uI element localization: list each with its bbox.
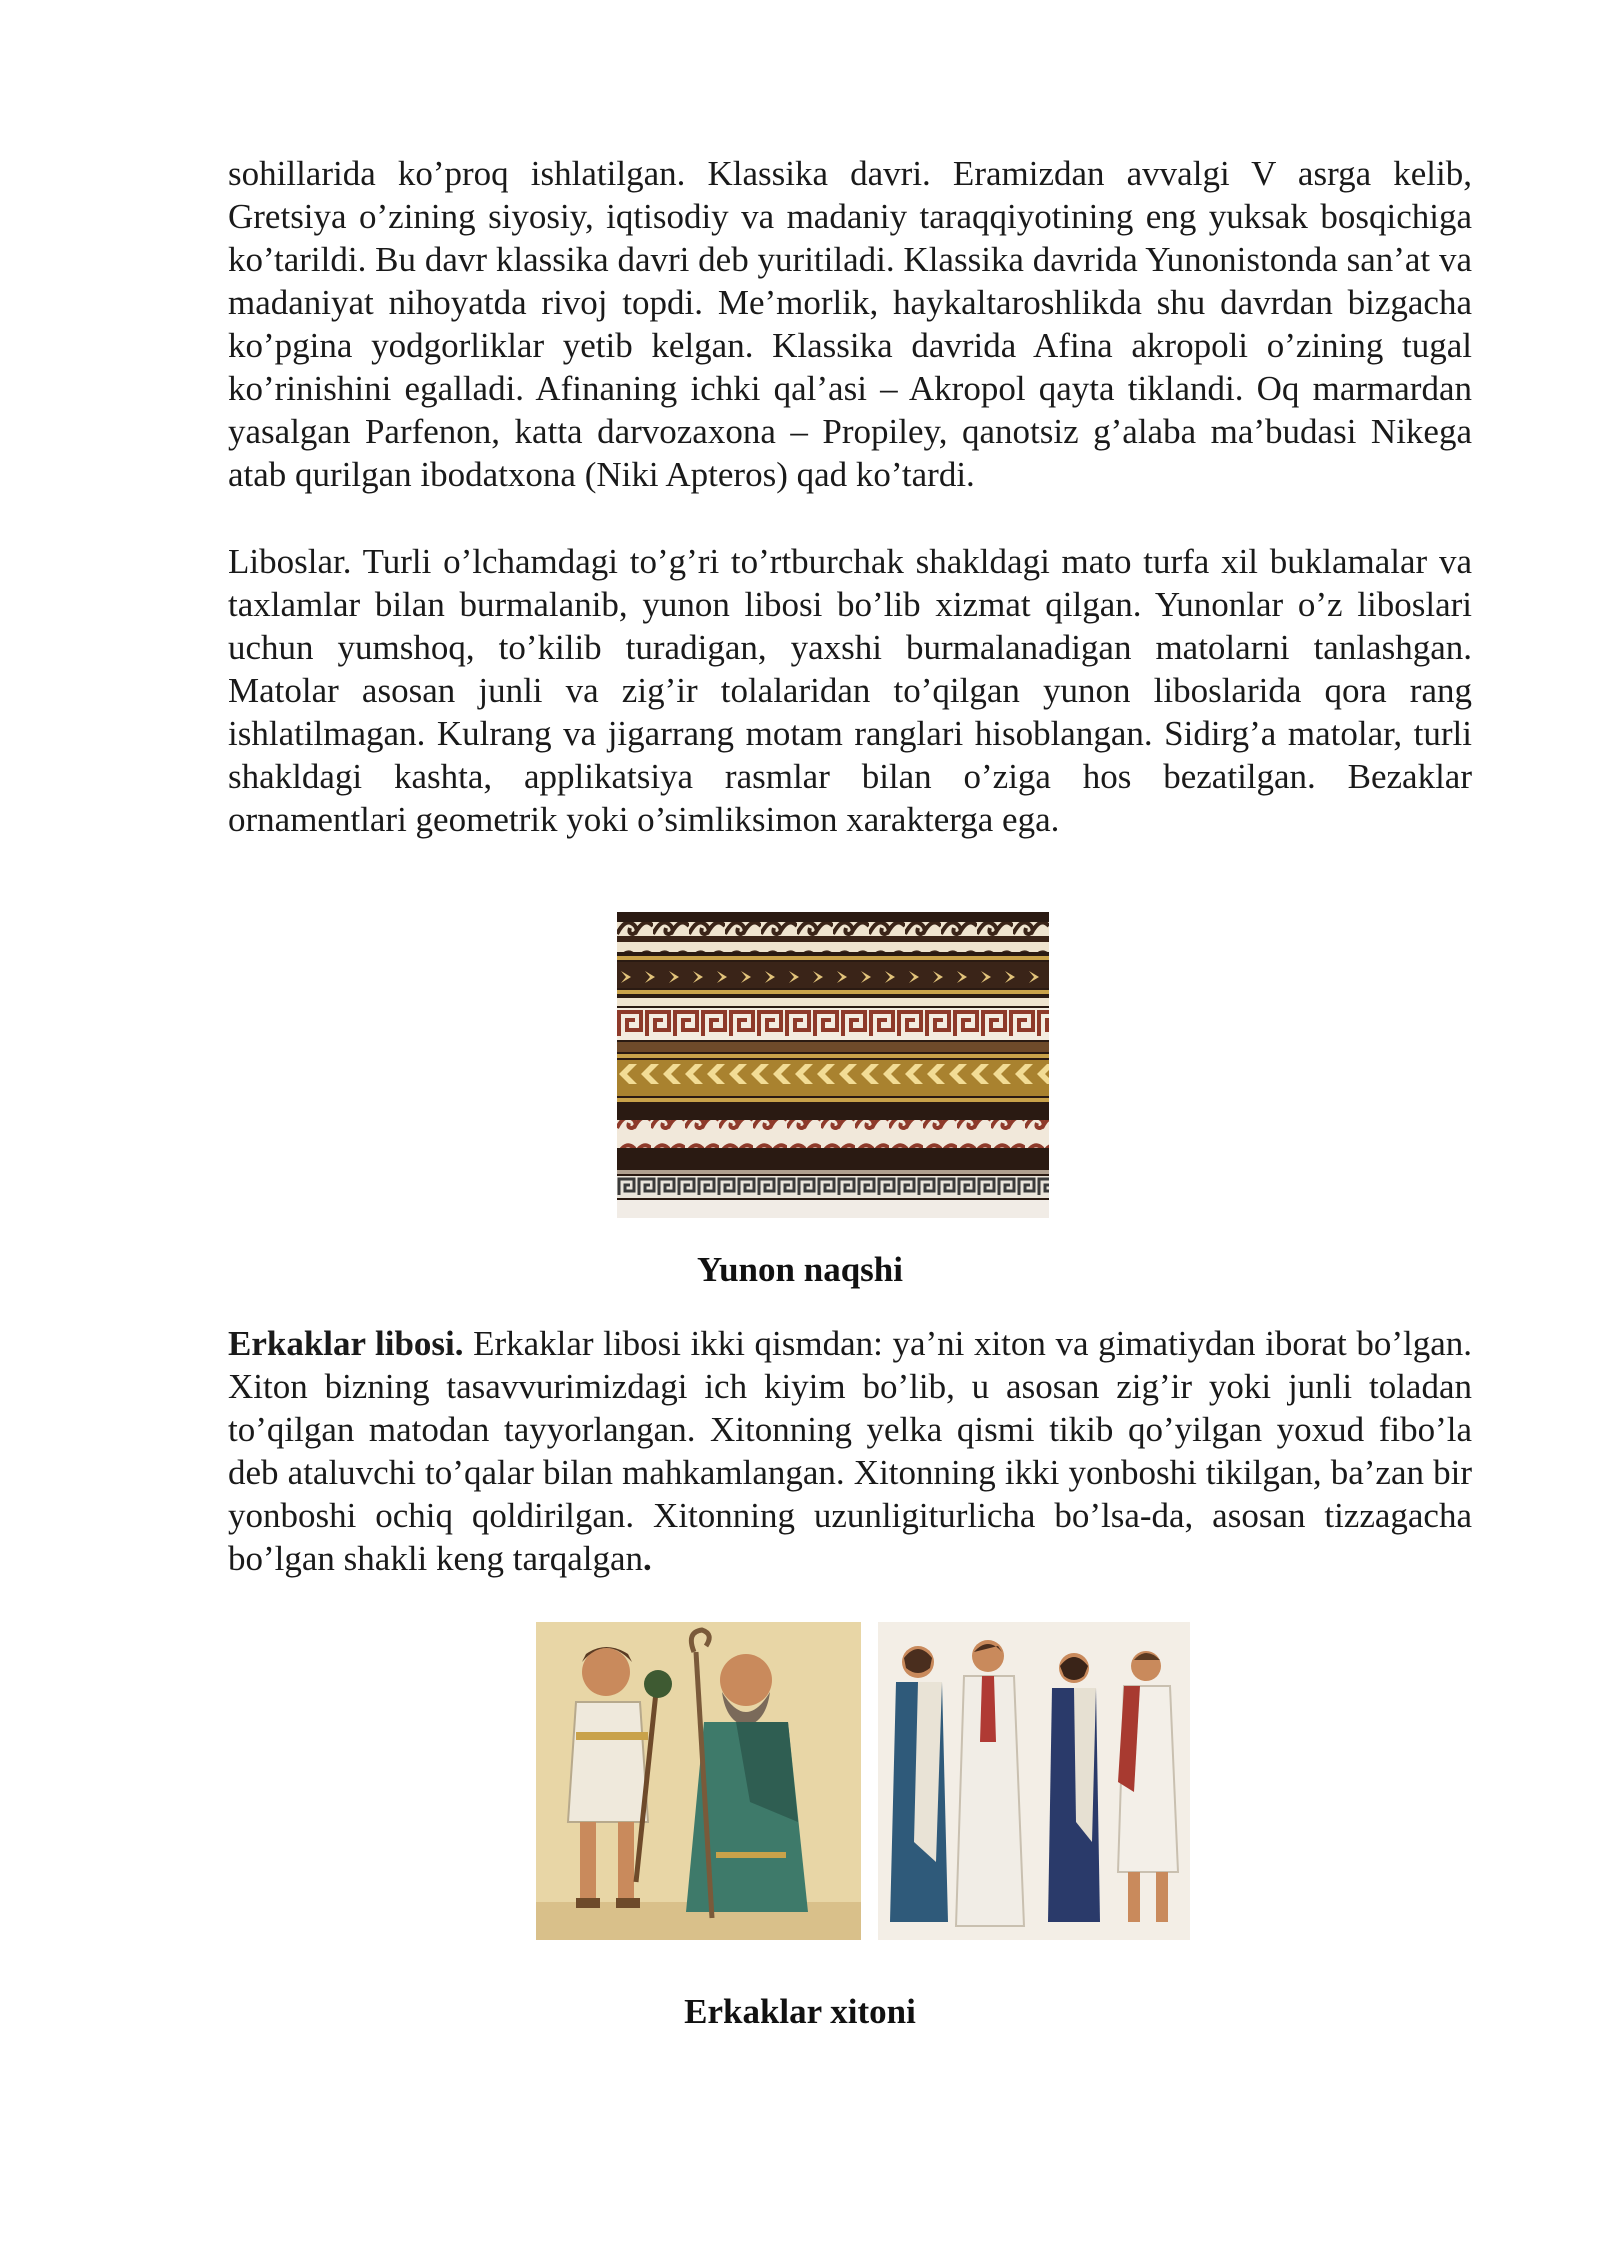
paragraph-clothing	[228, 540, 1472, 841]
mens-clothing-label: Erkaklar libosi.	[228, 1324, 464, 1363]
paragraph-mens-clothing	[228, 1322, 1472, 1580]
clothing-label: Liboslar.	[228, 542, 352, 581]
paragraph-classical-period	[228, 152, 1472, 496]
period-label: Klassika davri.	[707, 154, 931, 193]
greek-men-illustration-right	[878, 1622, 1190, 1940]
figure-caption-ornament: Yunon naqshi	[697, 1250, 903, 1289]
figure-caption-mens-chiton: Erkaklar xitoni	[684, 1992, 916, 2031]
greek-ornament-image	[617, 912, 1049, 1218]
paragraph-body: Erkaklar libosi ikki qismdan: ya’ni xiton va gimatiydan iborat bo’lgan. Xiton bizning tasavvurimizdagi ich kiyim bo’lib, u asosan zig’ir yoki junli toladan to’qilgan matodan tayyorlangan. Xitonning yelka qismi tikib qo’yilgan yoxud fibo’la deb ataluvchi to’qalar bilan mahkamlangan. Xitonning ikki yonboshi tikilgan, ba’zan bir yonboshi ochiq qoldirilgan. Xitonning uzunligiturlicha bo’lsa-da, asosan tizzagacha bo’lgan shakli keng tarqalgan	[228, 1324, 1473, 1578]
paragraph-end-mark: .	[643, 1539, 652, 1578]
paragraph-body: Eramizdan avvalgi V asrga kelib, Gretsiya o’zining siyosiy, iqtisodiy va madaniy taraqqiyotining eng yuksak bosqichiga ko’tarildi. Bu davr klassika davri deb yuritiladi. Klassika davrida Yunonistonda san’at va madaniyat nihoyatda rivoj topdi. Me’morlik, haykaltaroshlikda shu davrdan bizgacha ko’pgina yodgorliklar yetib kelgan. Klassika davrida Afina akropoli o’zining tugal ko’rinishini egalladi. Afinaning ichki qal’asi – Akropol qayta tiklandi. Oq marmardan yasalgan Parfenon, katta darvozaxona – Propiley, qanotsiz g’alaba ma’budasi Nikega atab qurilgan ibodatxona (Niki Apteros) qad ko’tardi.	[228, 154, 1472, 494]
paragraph-body: Turli o’lchamdagi to’g’ri to’rtburchak shakldagi mato turfa xil buklamalar va taxlamlar bilan burmalanib, yunon libosi bo’lib xizmat qilgan. Yunonlar o’z liboslari uchun yumshoq, to’kilib turadigan, yaxshi burmalanadigan matolarni tanlashgan. Matolar asosan junli va zig’ir tolalaridan to’qilgan yunon liboslarida qora rang ishlatilmagan. Kulrang va jigarrang motam ranglari hisoblangan. Sidirg’a matolar, turli shakldagi kashta, applikatsiya rasmlar bilan o’ziga hos bezatilgan. Bezaklar ornamentlari geometrik yoki o’simliksimon xarakterga ega.	[228, 542, 1472, 839]
paragraph-lead: sohillarida ko’proq ishlatilgan.	[228, 154, 708, 193]
greek-men-illustration-left	[536, 1622, 861, 1940]
